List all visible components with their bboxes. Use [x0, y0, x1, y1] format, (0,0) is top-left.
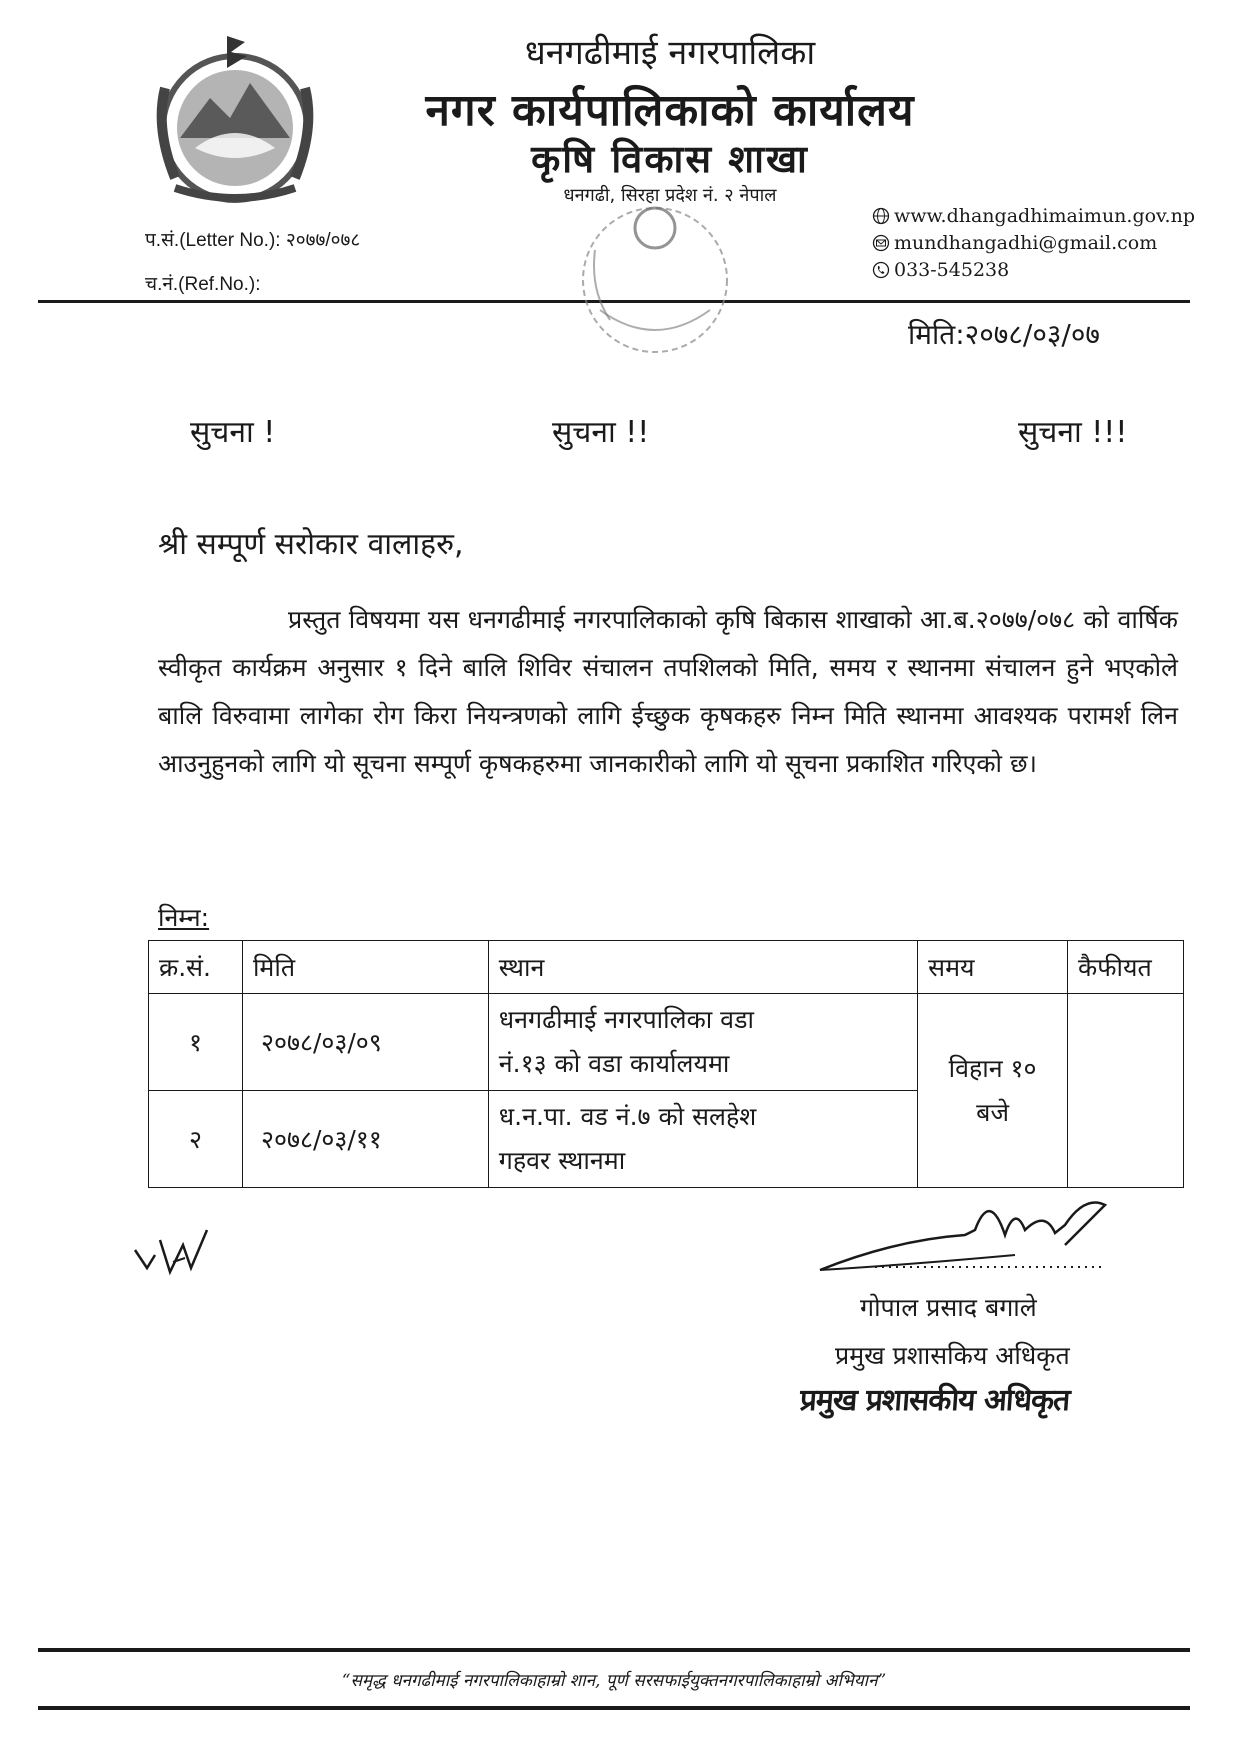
website-row	[872, 205, 1195, 227]
footer-top-rule	[38, 1648, 1190, 1652]
signatory-title: प्रमुख प्रशासकिय अधिकृत	[835, 1341, 1070, 1370]
phone-text: 033-545238	[894, 259, 1010, 281]
header-place: स्थान	[488, 941, 917, 994]
website-text: www.dhangadhimaimun.gov.np	[894, 205, 1195, 227]
signatory-name: गोपाल प्रसाद बगाले	[860, 1293, 1037, 1322]
notice-heading-1: सुचना !	[190, 415, 276, 450]
letter-number: प.सं.(Letter No.): २०७७/०७८	[145, 230, 361, 251]
row-place-line1: ध.न.पा. वड नं.७ को सलहेश	[498, 1102, 757, 1131]
letter-date: मिति:२०७८/०३/०७	[908, 318, 1100, 351]
office-address: धनगढी, सिरहा प्रदेश नं. २ नेपाल	[563, 185, 777, 206]
initial-signature-icon	[125, 1210, 245, 1290]
phone-row	[872, 259, 1009, 281]
row-serial: २	[149, 1091, 243, 1188]
row-place-line2: नं.१३ को वडा कार्यालयमा	[498, 1049, 730, 1078]
table-row	[149, 994, 1184, 1091]
header-date: मिति	[242, 941, 488, 994]
email-row	[872, 232, 1157, 254]
branch-name: कृषि विकास शाखा	[531, 137, 809, 181]
row-place-line2: गहवर स्थानमा	[498, 1146, 626, 1175]
reference-number: च.नं.(Ref.No.):	[145, 274, 261, 295]
header-serial: क्र.सं.	[149, 941, 243, 994]
time-line2: बजे	[976, 1097, 1009, 1127]
signatory-stamp: प्रमुख प्रशासकीय अधिकृत	[798, 1383, 1071, 1418]
schedule-remarks	[1068, 994, 1184, 1188]
footer-slogan: “समृद्ध धनगढीमाई नगरपालिकाहाम्रो शान, पूर्ण सरसफाईयुक्तनगरपालिकाहाम्रो अभियान”	[341, 1671, 887, 1691]
email-icon	[872, 234, 890, 252]
header-remarks: कैफीयत	[1068, 941, 1184, 994]
schedule-table	[148, 940, 1184, 1188]
row-date: २०७८/०३/०९	[242, 994, 488, 1091]
notice-heading-2: सुचना !!	[552, 415, 650, 450]
phone-icon	[872, 261, 890, 279]
row-place-line1: धनगढीमाई नगरपालिका वडा	[498, 1005, 754, 1034]
header-time: समय	[918, 941, 1068, 994]
footer-bottom-rule	[38, 1706, 1190, 1710]
nepal-emblem-icon	[135, 28, 335, 208]
table-header-row	[149, 941, 1184, 994]
officer-signature-icon	[815, 1185, 1115, 1285]
row-serial: १	[149, 994, 243, 1091]
notice-body: प्रस्तुत विषयमा यस धनगढीमाई नगरपालिकाको कृषि बिकास शाखाको आ.ब.२०७७/०७८ को वार्षिक स्वीकृत कार्यक्रम अनुसार १ दिने बालि शिविर संचालन तपशिलको मिति, समय र स्थानमा संचालन हुने भएकोले बालि विरुवामा लागेका रोग किरा नियन्त्रणको लागि ईच्छुक कृषकहरु निम्न मिति स्थानमा आवश्यक परामर्श लिन आउनुहुनको लागि यो सूचना सम्पूर्ण कृषकहरुमा जानकारीको लागि यो सूचना प्रकाशित गरिएको छ।	[158, 605, 1178, 778]
row-place	[488, 1091, 917, 1188]
time-line1: विहान १०	[948, 1053, 1037, 1083]
row-place	[488, 994, 917, 1091]
schedule-time	[918, 994, 1068, 1188]
notice-heading-3: सुचना !!!	[1018, 415, 1128, 450]
globe-icon	[872, 207, 890, 225]
office-name: नगर कार्यपालिकाको कार्यालय	[425, 85, 915, 136]
salutation: श्री सम्पूर्ण सरोकार वालाहरु,	[158, 527, 464, 562]
office-stamp-icon	[560, 200, 760, 370]
schedule-label: निम्न:	[158, 903, 210, 932]
row-date: २०७८/०३/११	[242, 1091, 488, 1188]
email-text: mundhangadhi@gmail.com	[894, 232, 1158, 254]
municipality-name: धनगढीमाई नगरपालिका	[524, 33, 816, 73]
